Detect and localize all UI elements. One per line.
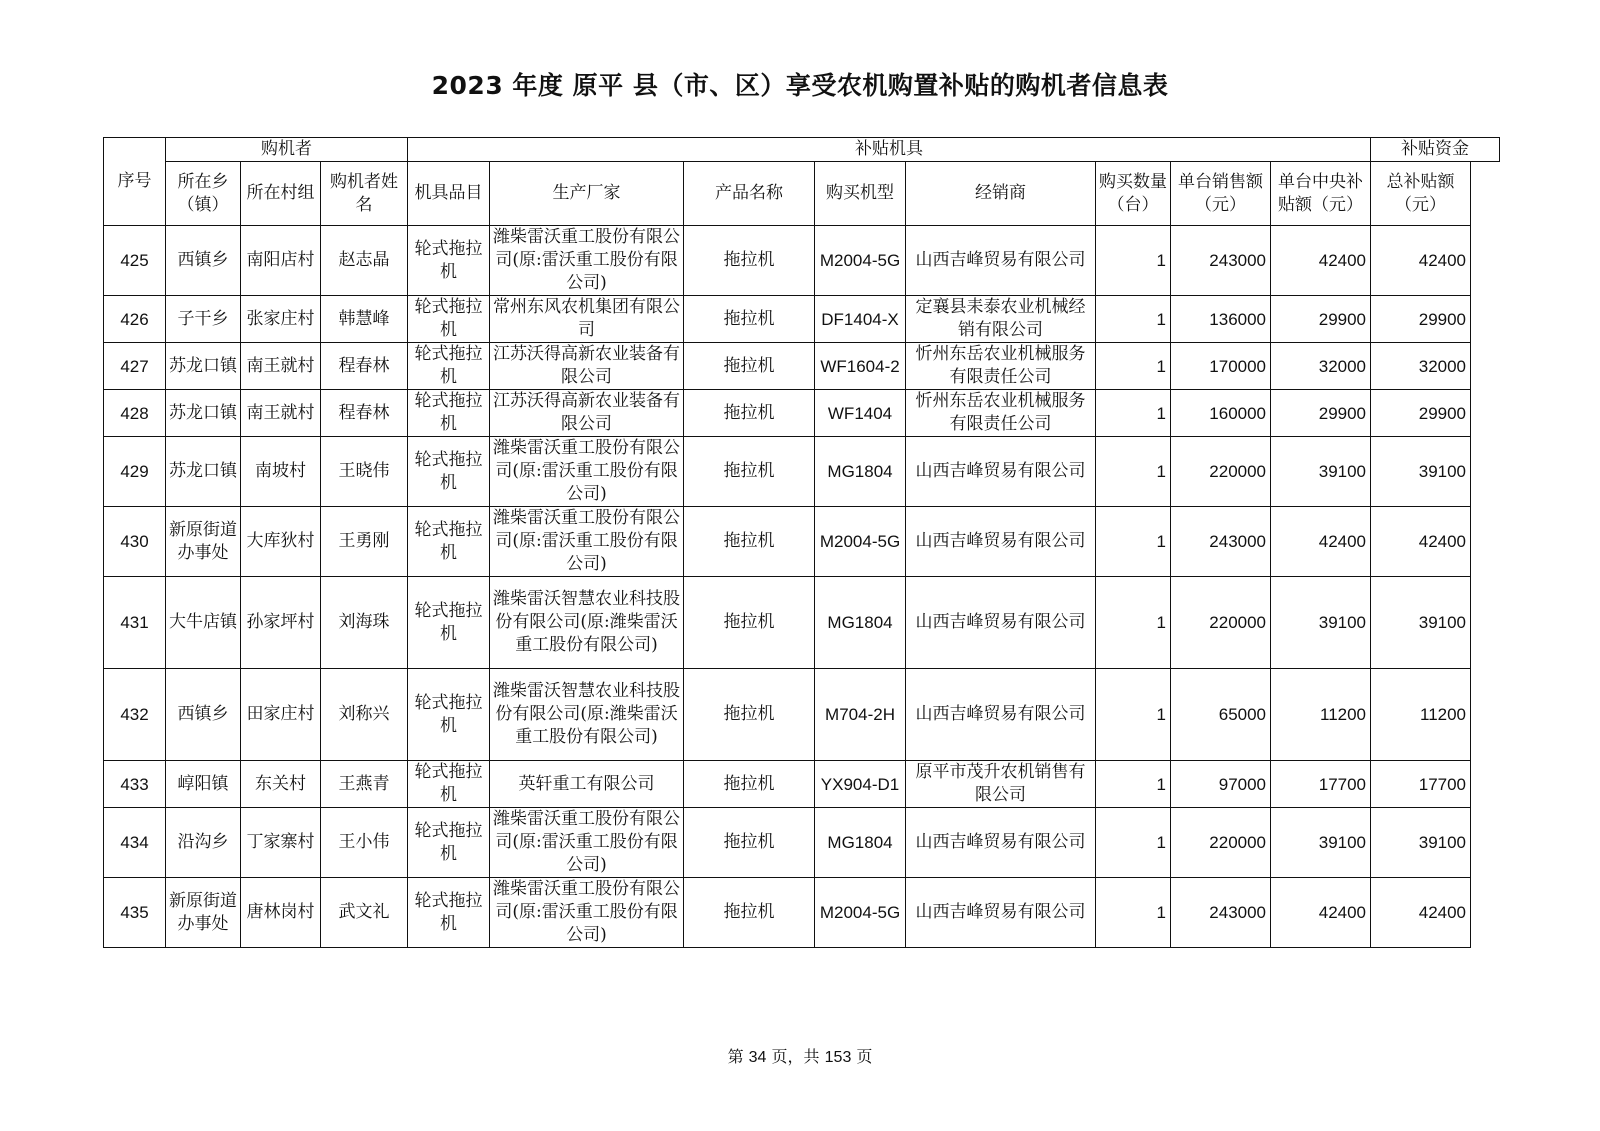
group-header-funds: 补贴资金 [1371,138,1500,162]
cell-model: MG1804 [815,437,906,507]
col-header-model: 购买机型 [815,162,906,226]
cell-unit-subsidy: 39100 [1271,808,1371,878]
table-row [104,507,1500,577]
col-header-dealer: 经销商 [906,162,1096,226]
cell-model: M2004-5G [815,507,906,577]
table-row [104,577,1500,669]
cell-no: 433 [104,761,166,808]
cell-price: 220000 [1171,808,1271,878]
table-row [104,669,1500,761]
page-footer [0,1044,1600,1067]
cell-model: WF1404 [815,390,906,437]
col-header-category: 机具品目 [408,162,490,226]
cell-category: 轮式拖拉机 [408,226,490,296]
cell-no: 435 [104,878,166,948]
cell-no: 427 [104,343,166,390]
col-header-qty: 购买数量（台） [1096,162,1171,226]
cell-price: 136000 [1171,296,1271,343]
cell-product: 拖拉机 [684,761,815,808]
cell-buyer-name: 韩慧峰 [321,296,408,343]
cell-village: 东关村 [241,761,321,808]
cell-dealer: 山西吉峰贸易有限公司 [906,808,1096,878]
cell-price: 243000 [1171,507,1271,577]
cell-maker: 江苏沃得高新农业装备有限公司 [490,343,684,390]
page-number: 34 [748,1049,767,1066]
table-row [104,878,1500,948]
cell-unit-subsidy: 39100 [1271,577,1371,669]
cell-category: 轮式拖拉机 [408,296,490,343]
cell-price: 220000 [1171,577,1271,669]
table-row [104,296,1500,343]
cell-buyer-name: 刘海珠 [321,577,408,669]
cell-qty: 1 [1096,390,1171,437]
table-row [104,226,1500,296]
cell-no: 431 [104,577,166,669]
col-header-maker: 生产厂家 [490,162,684,226]
cell-price: 243000 [1171,878,1271,948]
col-header-product: 产品名称 [684,162,815,226]
cell-total-subsidy: 42400 [1371,878,1471,948]
cell-no: 432 [104,669,166,761]
cell-product: 拖拉机 [684,669,815,761]
cell-price: 220000 [1171,437,1271,507]
cell-maker: 英轩重工有限公司 [490,761,684,808]
cell-total-subsidy: 29900 [1371,296,1471,343]
cell-unit-subsidy: 42400 [1271,507,1371,577]
cell-dealer: 忻州东岳农业机械服务有限责任公司 [906,390,1096,437]
cell-category: 轮式拖拉机 [408,507,490,577]
table-row [104,761,1500,808]
footer-middle: 页，共 [766,1047,825,1066]
cell-dealer: 山西吉峰贸易有限公司 [906,226,1096,296]
cell-unit-subsidy: 17700 [1271,761,1371,808]
cell-model: MG1804 [815,808,906,878]
cell-maker: 潍柴雷沃重工股份有限公司(原:雷沃重工股份有限公司) [490,226,684,296]
cell-product: 拖拉机 [684,343,815,390]
cell-total-subsidy: 39100 [1371,808,1471,878]
cell-town: 大牛店镇 [166,577,241,669]
cell-category: 轮式拖拉机 [408,390,490,437]
cell-town: 沿沟乡 [166,808,241,878]
cell-town: 新原街道办事处 [166,878,241,948]
cell-buyer-name: 赵志晶 [321,226,408,296]
table-row [104,390,1500,437]
cell-town: 西镇乡 [166,226,241,296]
cell-village: 大库狄村 [241,507,321,577]
cell-price: 170000 [1171,343,1271,390]
cell-unit-subsidy: 32000 [1271,343,1371,390]
cell-no: 425 [104,226,166,296]
cell-maker: 潍柴雷沃重工股份有限公司(原:雷沃重工股份有限公司) [490,507,684,577]
cell-village: 丁家寨村 [241,808,321,878]
cell-product: 拖拉机 [684,437,815,507]
col-header-no: 序号 [104,138,166,226]
cell-unit-subsidy: 39100 [1271,437,1371,507]
cell-total-subsidy: 11200 [1371,669,1471,761]
cell-total-subsidy: 17700 [1371,761,1471,808]
cell-category: 轮式拖拉机 [408,343,490,390]
cell-qty: 1 [1096,669,1171,761]
cell-buyer-name: 程春林 [321,343,408,390]
cell-model: M2004-5G [815,226,906,296]
cell-product: 拖拉机 [684,577,815,669]
cell-unit-subsidy: 42400 [1271,226,1371,296]
cell-unit-subsidy: 29900 [1271,296,1371,343]
cell-no: 429 [104,437,166,507]
cell-price: 243000 [1171,226,1271,296]
cell-dealer: 山西吉峰贸易有限公司 [906,507,1096,577]
cell-buyer-name: 王勇刚 [321,507,408,577]
cell-village: 南王就村 [241,343,321,390]
col-header-total-subsidy: 总补贴额（元） [1371,162,1471,226]
cell-village: 孙家坪村 [241,577,321,669]
cell-maker: 潍柴雷沃重工股份有限公司(原:雷沃重工股份有限公司) [490,808,684,878]
group-header-buyer: 购机者 [166,138,408,162]
cell-price: 65000 [1171,669,1271,761]
cell-total-subsidy: 42400 [1371,226,1471,296]
cell-qty: 1 [1096,507,1171,577]
cell-product: 拖拉机 [684,808,815,878]
cell-price: 97000 [1171,761,1271,808]
cell-product: 拖拉机 [684,390,815,437]
page-total: 153 [824,1049,852,1066]
cell-qty: 1 [1096,437,1171,507]
subsidy-table [103,137,1500,948]
cell-total-subsidy: 39100 [1371,437,1471,507]
cell-maker: 潍柴雷沃重工股份有限公司(原:雷沃重工股份有限公司) [490,437,684,507]
cell-no: 426 [104,296,166,343]
cell-dealer: 山西吉峰贸易有限公司 [906,669,1096,761]
cell-qty: 1 [1096,226,1171,296]
cell-total-subsidy: 29900 [1371,390,1471,437]
cell-model: YX904-D1 [815,761,906,808]
cell-village: 南阳店村 [241,226,321,296]
cell-dealer: 原平市茂升农机销售有限公司 [906,761,1096,808]
cell-category: 轮式拖拉机 [408,761,490,808]
cell-product: 拖拉机 [684,507,815,577]
cell-town: 崞阳镇 [166,761,241,808]
cell-qty: 1 [1096,296,1171,343]
cell-maker: 潍柴雷沃智慧农业科技股份有限公司(原:潍柴雷沃重工股份有限公司) [490,577,684,669]
col-header-town: 所在乡（镇） [166,162,241,226]
col-header-buyer-name: 购机者姓名 [321,162,408,226]
cell-maker: 常州东风农机集团有限公司 [490,296,684,343]
cell-unit-subsidy: 29900 [1271,390,1371,437]
col-header-village: 所在村组 [241,162,321,226]
cell-model: MG1804 [815,577,906,669]
cell-unit-subsidy: 42400 [1271,878,1371,948]
cell-town: 苏龙口镇 [166,343,241,390]
cell-town: 苏龙口镇 [166,437,241,507]
cell-village: 南坡村 [241,437,321,507]
cell-village: 张家庄村 [241,296,321,343]
cell-category: 轮式拖拉机 [408,577,490,669]
cell-total-subsidy: 32000 [1371,343,1471,390]
cell-product: 拖拉机 [684,296,815,343]
col-header-unit-subsidy: 单台中央补贴额（元） [1271,162,1371,226]
page-title: 2023 年度 原平 县（市、区）享受农机购置补贴的购机者信息表 [431,71,1169,100]
cell-total-subsidy: 39100 [1371,577,1471,669]
cell-model: M2004-5G [815,878,906,948]
cell-no: 434 [104,808,166,878]
cell-price: 160000 [1171,390,1271,437]
table-row [104,808,1500,878]
cell-dealer: 山西吉峰贸易有限公司 [906,437,1096,507]
cell-qty: 1 [1096,878,1171,948]
cell-dealer: 忻州东岳农业机械服务有限责任公司 [906,343,1096,390]
cell-buyer-name: 王燕青 [321,761,408,808]
cell-town: 苏龙口镇 [166,390,241,437]
cell-town: 新原街道办事处 [166,507,241,577]
cell-category: 轮式拖拉机 [408,808,490,878]
cell-total-subsidy: 42400 [1371,507,1471,577]
footer-prefix: 第 [727,1047,749,1066]
table-body [104,226,1500,948]
cell-maker: 江苏沃得高新农业装备有限公司 [490,390,684,437]
cell-product: 拖拉机 [684,878,815,948]
cell-dealer: 山西吉峰贸易有限公司 [906,878,1096,948]
cell-qty: 1 [1096,577,1171,669]
table-row [104,437,1500,507]
cell-model: WF1604-2 [815,343,906,390]
cell-buyer-name: 王晓伟 [321,437,408,507]
cell-no: 428 [104,390,166,437]
cell-maker: 潍柴雷沃智慧农业科技股份有限公司(原:潍柴雷沃重工股份有限公司) [490,669,684,761]
cell-maker: 潍柴雷沃重工股份有限公司(原:雷沃重工股份有限公司) [490,878,684,948]
cell-town: 西镇乡 [166,669,241,761]
cell-village: 南王就村 [241,390,321,437]
cell-dealer: 山西吉峰贸易有限公司 [906,577,1096,669]
group-header-machine: 补贴机具 [408,138,1371,162]
table-row [104,343,1500,390]
table-header [104,138,1500,226]
cell-model: DF1404-X [815,296,906,343]
cell-village: 田家庄村 [241,669,321,761]
col-header-price: 单台销售额（元） [1171,162,1271,226]
cell-category: 轮式拖拉机 [408,669,490,761]
cell-qty: 1 [1096,808,1171,878]
cell-buyer-name: 程春林 [321,390,408,437]
cell-dealer: 定襄县耒泰农业机械经销有限公司 [906,296,1096,343]
cell-town: 子干乡 [166,296,241,343]
cell-village: 唐林岗村 [241,878,321,948]
cell-qty: 1 [1096,343,1171,390]
cell-buyer-name: 武文礼 [321,878,408,948]
cell-buyer-name: 王小伟 [321,808,408,878]
cell-category: 轮式拖拉机 [408,437,490,507]
cell-no: 430 [104,507,166,577]
cell-qty: 1 [1096,761,1171,808]
cell-category: 轮式拖拉机 [408,878,490,948]
cell-model: M704-2H [815,669,906,761]
cell-product: 拖拉机 [684,226,815,296]
footer-suffix: 页 [851,1047,873,1066]
cell-buyer-name: 刘称兴 [321,669,408,761]
cell-unit-subsidy: 11200 [1271,669,1371,761]
